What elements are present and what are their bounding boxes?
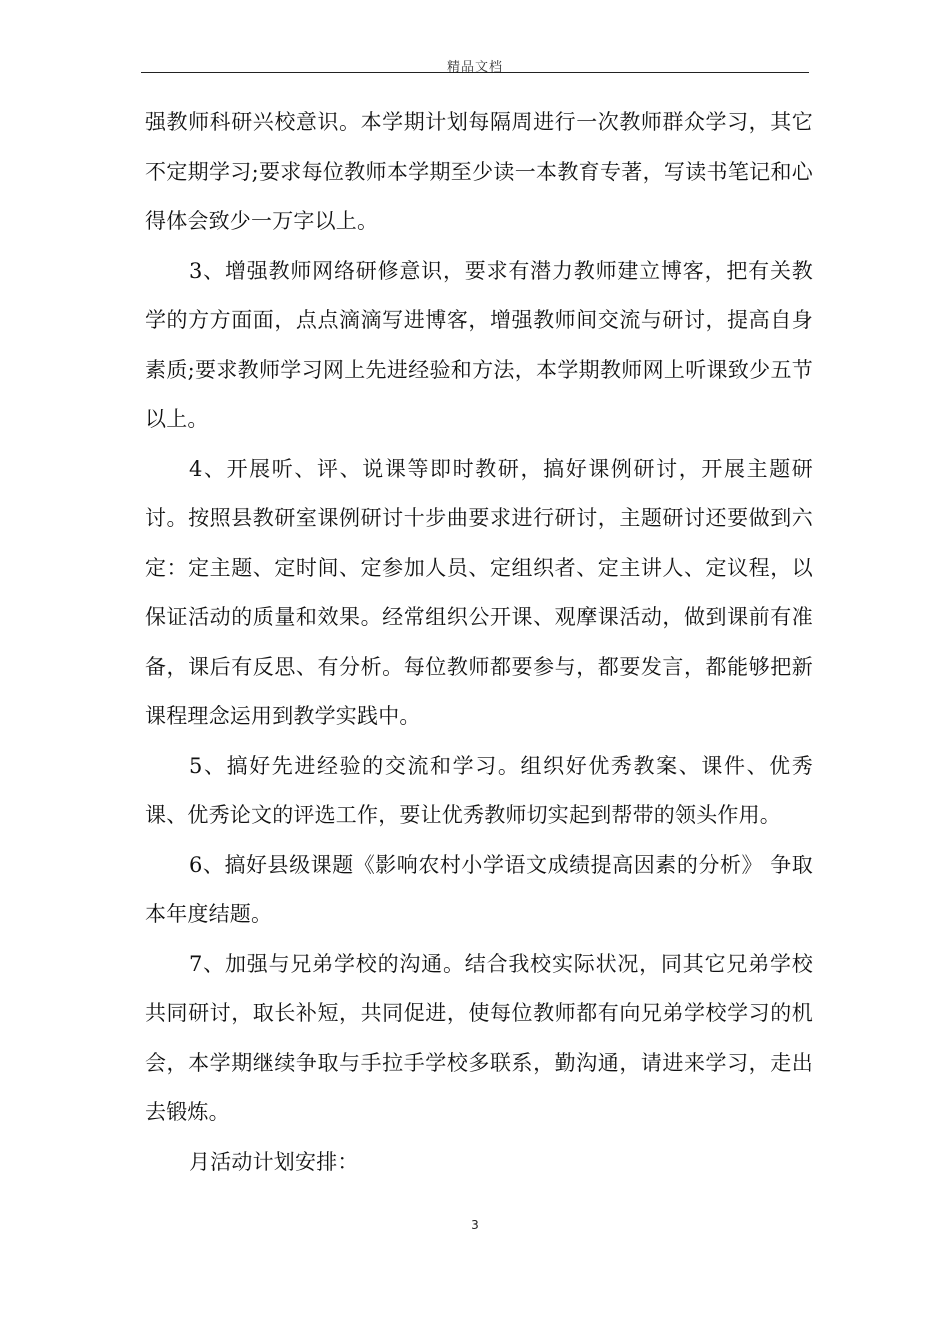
document-body (145, 98, 813, 1187)
page-header: 精品文档 (446, 60, 503, 75)
paragraph-item-6: 6、搞好县级课题《影响农村小学语文成绩提高因素的分析》 争取本年度结题。 (145, 852, 813, 926)
paragraph-item-7: 7、加强与兄弟学校的沟通。结合我校实际状况，同其它兄弟学校共同研讨，取长补短，共同促进，使每位教师都有向兄弟学校学习的机会，本学期继续争取与手拉手学校多联系，勤沟通，请进来学习，走出去锻炼。 (145, 951, 813, 1124)
paragraph-continuation: 强教师科研兴校意识。本学期计划每隔周进行一次教师群众学习，其它不定期学习;要求每位教师本学期至少读一本教育专著，写读书笔记和心得体会致少一万字以上。 (145, 110, 813, 233)
paragraph-item-5: 5、搞好先进经验的交流和学习。组织好优秀教案、课件、优秀课、优秀论文的评选工作，要让优秀教师切实起到帮带的领头作用。 (145, 753, 813, 827)
paragraph-monthly-plan: 月活动计划安排： (189, 1149, 359, 1174)
paragraph-item-4: 4、开展听、评、说课等即时教研，搞好课例研讨，开展主题研讨。按照县教研室课例研讨十步曲要求进行研讨，主题研讨还要做到六定：定主题、定时间、定参加人员、定组织者、定主讲人、定议程，以保证活动的质量和效果。经常组织公开课、观摩课活动，做到课前有准备，课后有反思、有分析。每位教师都要参与，都要发言，都能够把新课程理念运用到教学实践中。 (145, 456, 813, 728)
page-number: 3 (471, 1218, 479, 1232)
paragraph-item-3: 3、增强教师网络研修意识，要求有潜力教师建立博客，把有关教学的方方面面，点点滴滴写进博客，增强教师间交流与研讨，提高自身素质;要求教师学习网上先进经验和方法，本学期教师网上听课致少五节以上。 (145, 258, 813, 431)
header-divider (141, 72, 809, 73)
